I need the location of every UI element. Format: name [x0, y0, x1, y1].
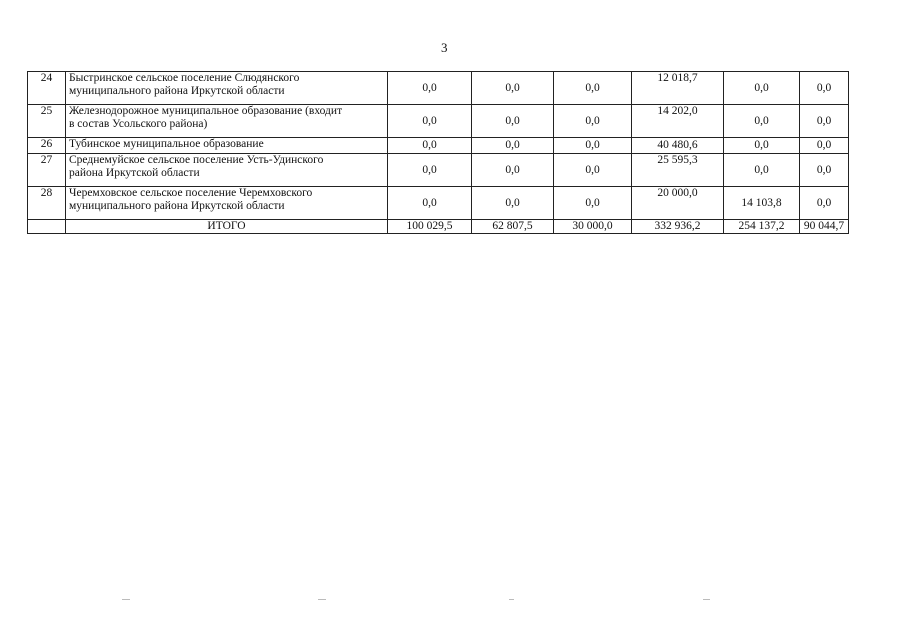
municipality-name-line: Черемховское сельское поселение Черемховского — [69, 187, 313, 199]
table-row — [28, 154, 849, 187]
value-cell: 14 202,0 — [632, 105, 724, 138]
value-cell: 0,0 — [554, 105, 632, 138]
value-cell: 0,0 — [388, 138, 472, 154]
scan-artifact — [703, 599, 710, 600]
value-cell: 0,0 — [724, 138, 800, 154]
value-cell: 0,0 — [554, 72, 632, 105]
value-cell: 0,0 — [724, 154, 800, 187]
value-cell: 0,0 — [472, 105, 554, 138]
value-cell: 0,0 — [800, 154, 849, 187]
value-cell: 0,0 — [472, 154, 554, 187]
value-cell: 0,0 — [724, 72, 800, 105]
value-cell: 0,0 — [554, 138, 632, 154]
row-number-cell: 27 — [28, 154, 66, 187]
value-cell: 12 018,7 — [632, 72, 724, 105]
scan-artifact — [122, 599, 130, 600]
total-value-cell: 62 807,5 — [472, 220, 554, 234]
row-number-cell: 26 — [28, 138, 66, 154]
value-cell: 0,0 — [388, 187, 472, 220]
row-number-cell: 25 — [28, 105, 66, 138]
row-number-cell: 24 — [28, 72, 66, 105]
value-cell: 14 103,8 — [724, 187, 800, 220]
value-cell: 0,0 — [472, 187, 554, 220]
total-value-cell: 254 137,2 — [724, 220, 800, 234]
value-cell: 20 000,0 — [632, 187, 724, 220]
municipality-name-line: района Иркутской области — [69, 167, 200, 179]
municipality-name-cell — [66, 105, 388, 138]
municipality-name-line: в состав Усольского района) — [69, 118, 208, 130]
value-cell: 0,0 — [554, 187, 632, 220]
value-cell: 0,0 — [388, 72, 472, 105]
scan-artifact — [318, 599, 326, 600]
municipality-name-line: Железнодорожное муниципальное образование (входит — [69, 105, 343, 117]
value-cell: 25 595,3 — [632, 154, 724, 187]
total-value-cell: 332 936,2 — [632, 220, 724, 234]
total-value-cell: 100 029,5 — [388, 220, 472, 234]
total-label-cell: ИТОГО — [66, 220, 388, 234]
table-row — [28, 187, 849, 220]
municipality-name-line: муниципального района Иркутской области — [69, 200, 285, 212]
municipality-name-line: муниципального района Иркутской области — [69, 85, 285, 97]
total-value-cell: 30 000,0 — [554, 220, 632, 234]
total-row — [28, 220, 849, 234]
value-cell: 0,0 — [724, 105, 800, 138]
municipality-name-cell — [66, 138, 388, 154]
budget-table — [27, 71, 849, 234]
value-cell: 0,0 — [472, 72, 554, 105]
value-cell: 0,0 — [800, 105, 849, 138]
total-value-cell: 90 044,7 — [800, 220, 849, 234]
table-row — [28, 138, 849, 154]
municipality-name-line: Среднемуйское сельское поселение Усть-Удинского — [69, 154, 324, 166]
table-row — [28, 72, 849, 105]
total-number-cell — [28, 220, 66, 234]
row-number-cell: 28 — [28, 187, 66, 220]
page-number: 3 — [441, 40, 448, 55]
value-cell: 0,0 — [800, 187, 849, 220]
value-cell: 0,0 — [472, 138, 554, 154]
municipality-name-line: Тубинское муниципальное образование — [69, 138, 264, 150]
value-cell: 0,0 — [388, 105, 472, 138]
municipality-name-cell — [66, 154, 388, 187]
table-row — [28, 105, 849, 138]
municipality-name-cell — [66, 187, 388, 220]
scan-artifact — [509, 599, 514, 600]
municipality-name-cell — [66, 72, 388, 105]
municipality-name-line: Быстринское сельское поселение Слюдянского — [69, 72, 300, 84]
value-cell: 40 480,6 — [632, 138, 724, 154]
value-cell: 0,0 — [800, 72, 849, 105]
value-cell: 0,0 — [388, 154, 472, 187]
value-cell: 0,0 — [554, 154, 632, 187]
value-cell: 0,0 — [800, 138, 849, 154]
